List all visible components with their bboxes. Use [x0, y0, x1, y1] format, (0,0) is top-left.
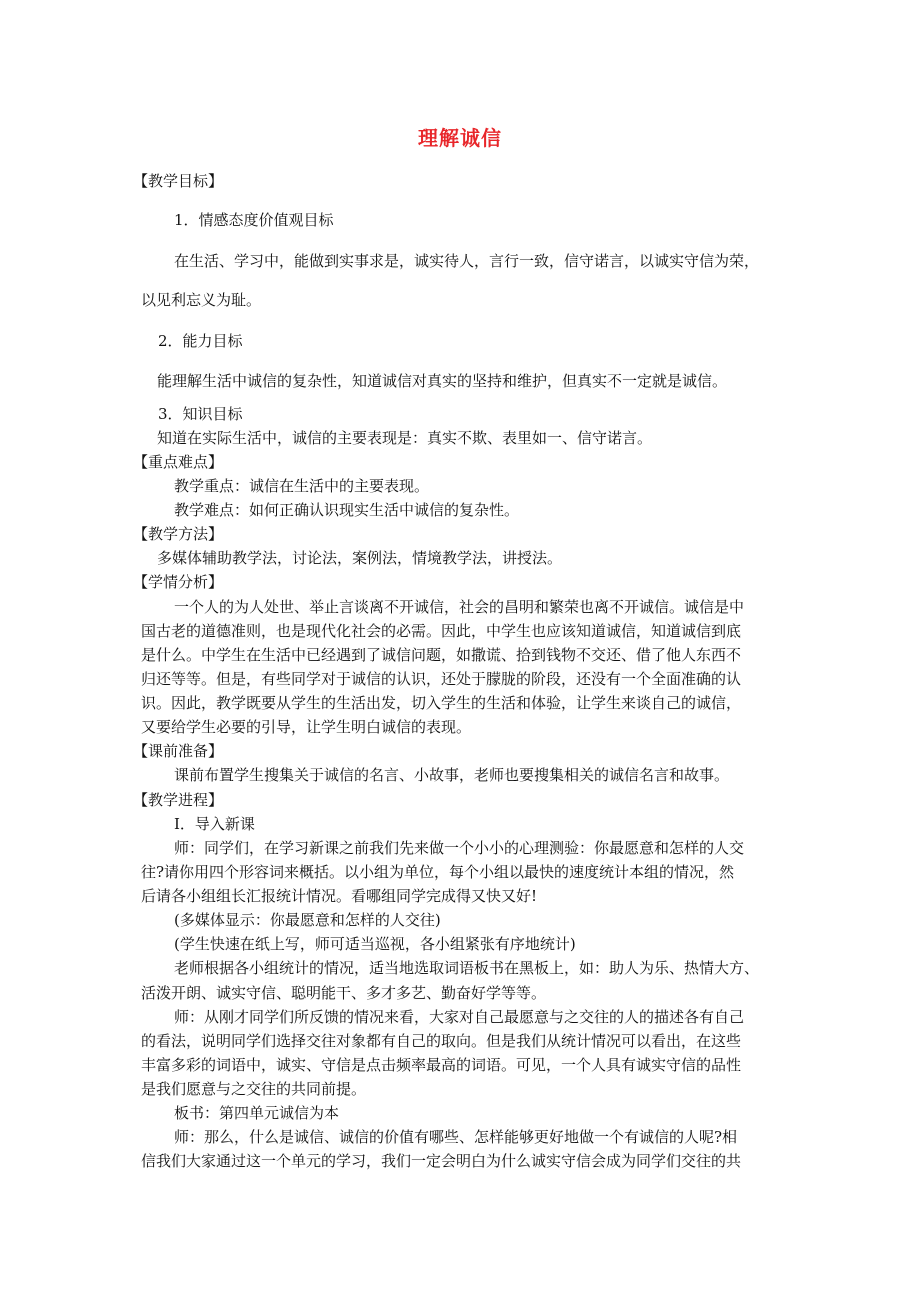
page-title: 理解诚信 — [418, 126, 502, 150]
paragraph-line: 的看法，说明同学们选择交往对象都有自己的取向。但是我们从统计情况可以看出，在这些 — [141, 1032, 742, 1050]
paragraph-line: 国古老的道德准则，也是现代化社会的必需。因此，中学生也应该知道诚信，知道诚信到底 — [141, 622, 742, 640]
paragraph-line: 在生活、学习中，能做到实事求是，诚实待人，言行一致，信守诺言，以诚实守信为荣， — [174, 252, 760, 270]
paragraph-line: 多媒体辅助教学法，讨论法，案例法，情境教学法，讲授法。 — [157, 549, 563, 567]
paragraph-line: 是什么。中学生在生活中已经遇到了诚信问题，如撒谎、拾到钱物不交还、借了他人东西不 — [141, 646, 742, 664]
paragraph-line: 活泼开朗、诚实守信、聪明能干、多才多艺、勤奋好学等等。 — [141, 984, 547, 1002]
objective-heading-3: 3．知识目标 — [158, 405, 243, 423]
section-heading-objectives: 【教学目标】 — [133, 172, 224, 190]
section-heading-methods: 【教学方法】 — [133, 525, 224, 543]
paragraph-line: 以见利忘义为耻。 — [141, 291, 262, 309]
section-heading-analysis: 【学情分析】 — [133, 573, 224, 591]
objective-heading-2: 2．能力目标 — [158, 332, 243, 350]
paragraph-line: 知道在实际生活中，诚信的主要表现是：真实不欺、表里如一、信守诺言。 — [157, 429, 653, 447]
paragraph-line: 丰富多彩的词语中，诚实、守信是点击频率最高的词语。可见，一个人具有诚实守信的品性 — [141, 1056, 742, 1074]
paragraph-line: 归还等等。但是，有些同学对于诚信的认识，还处于朦胧的阶段，还没有一个全面准确的认 — [141, 670, 742, 688]
paragraph-line: 一个人的为人处世、举止言谈离不开诚信，社会的昌明和繁荣也离不开诚信。诚信是中 — [174, 598, 745, 616]
objective-heading-1: 1．情感态度价值观目标 — [174, 211, 334, 229]
subsection-heading-intro: Ⅰ．导入新课 — [174, 815, 255, 833]
paragraph-line: 板书：第四单元诚信为本 — [174, 1104, 340, 1122]
paragraph-line: 师：那么，什么是诚信、诚信的价值有哪些、怎样能够更好地做一个有诚信的人呢?相 — [174, 1128, 738, 1146]
paragraph-line: 是我们愿意与之交往的共同前提。 — [141, 1080, 367, 1098]
paragraph-line: 课前布置学生搜集关于诚信的名言、小故事，老师也要搜集相关的诚信名言和故事。 — [174, 766, 730, 784]
section-heading-process: 【教学进程】 — [133, 791, 224, 809]
paragraph-line: 师：同学们，在学习新课之前我们先来做一个小小的心理测验：你最愿意和怎样的人交 — [174, 839, 745, 857]
section-heading-preparation: 【课前准备】 — [133, 742, 224, 760]
paragraph-line: 能理解生活中诚信的复杂性，知道诚信对真实的坚持和维护，但真实不一定就是诚信。 — [157, 372, 728, 390]
section-heading-key-points: 【重点难点】 — [133, 453, 224, 471]
paragraph-line: 教学重点：诚信在生活中的主要表现。 — [174, 477, 430, 495]
paragraph-line: 往?请你用四个形容词来概括。以小组为单位，每个小组以最快的速度统计本组的情况，然 — [141, 863, 735, 881]
paragraph-line: 信我们大家通过这一个单元的学习，我们一定会明白为什么诚实守信会成为同学们交往的共 — [141, 1152, 742, 1170]
paragraph-line: 老师根据各小组统计的情况，适当地选取词语板书在黑板上，如：助人为乐、热情大方、 — [174, 959, 760, 977]
paragraph-line: (多媒体显示：你最愿意和怎样的人交往) — [174, 911, 441, 929]
paragraph-line: 教学难点：如何正确认识现实生活中诚信的复杂性。 — [174, 501, 520, 519]
paragraph-line: 识。因此，教学既要从学生的生活出发，切入学生的生活和体验，让学生来谈自己的诚信， — [141, 694, 742, 712]
paragraph-line: 后请各小组组长汇报统计情况。看哪组同学完成得又快又好! — [141, 887, 538, 905]
paragraph-line: 师：从刚才同学们所反馈的情况来看，大家对自己最愿意与之交往的人的描述各有自己 — [174, 1008, 745, 1026]
paragraph-line: 又要给学生必要的引导，让学生明白诚信的表现。 — [141, 718, 472, 736]
paragraph-line: (学生快速在纸上写，师可适当巡视，各小组紧张有序地统计) — [174, 935, 576, 953]
